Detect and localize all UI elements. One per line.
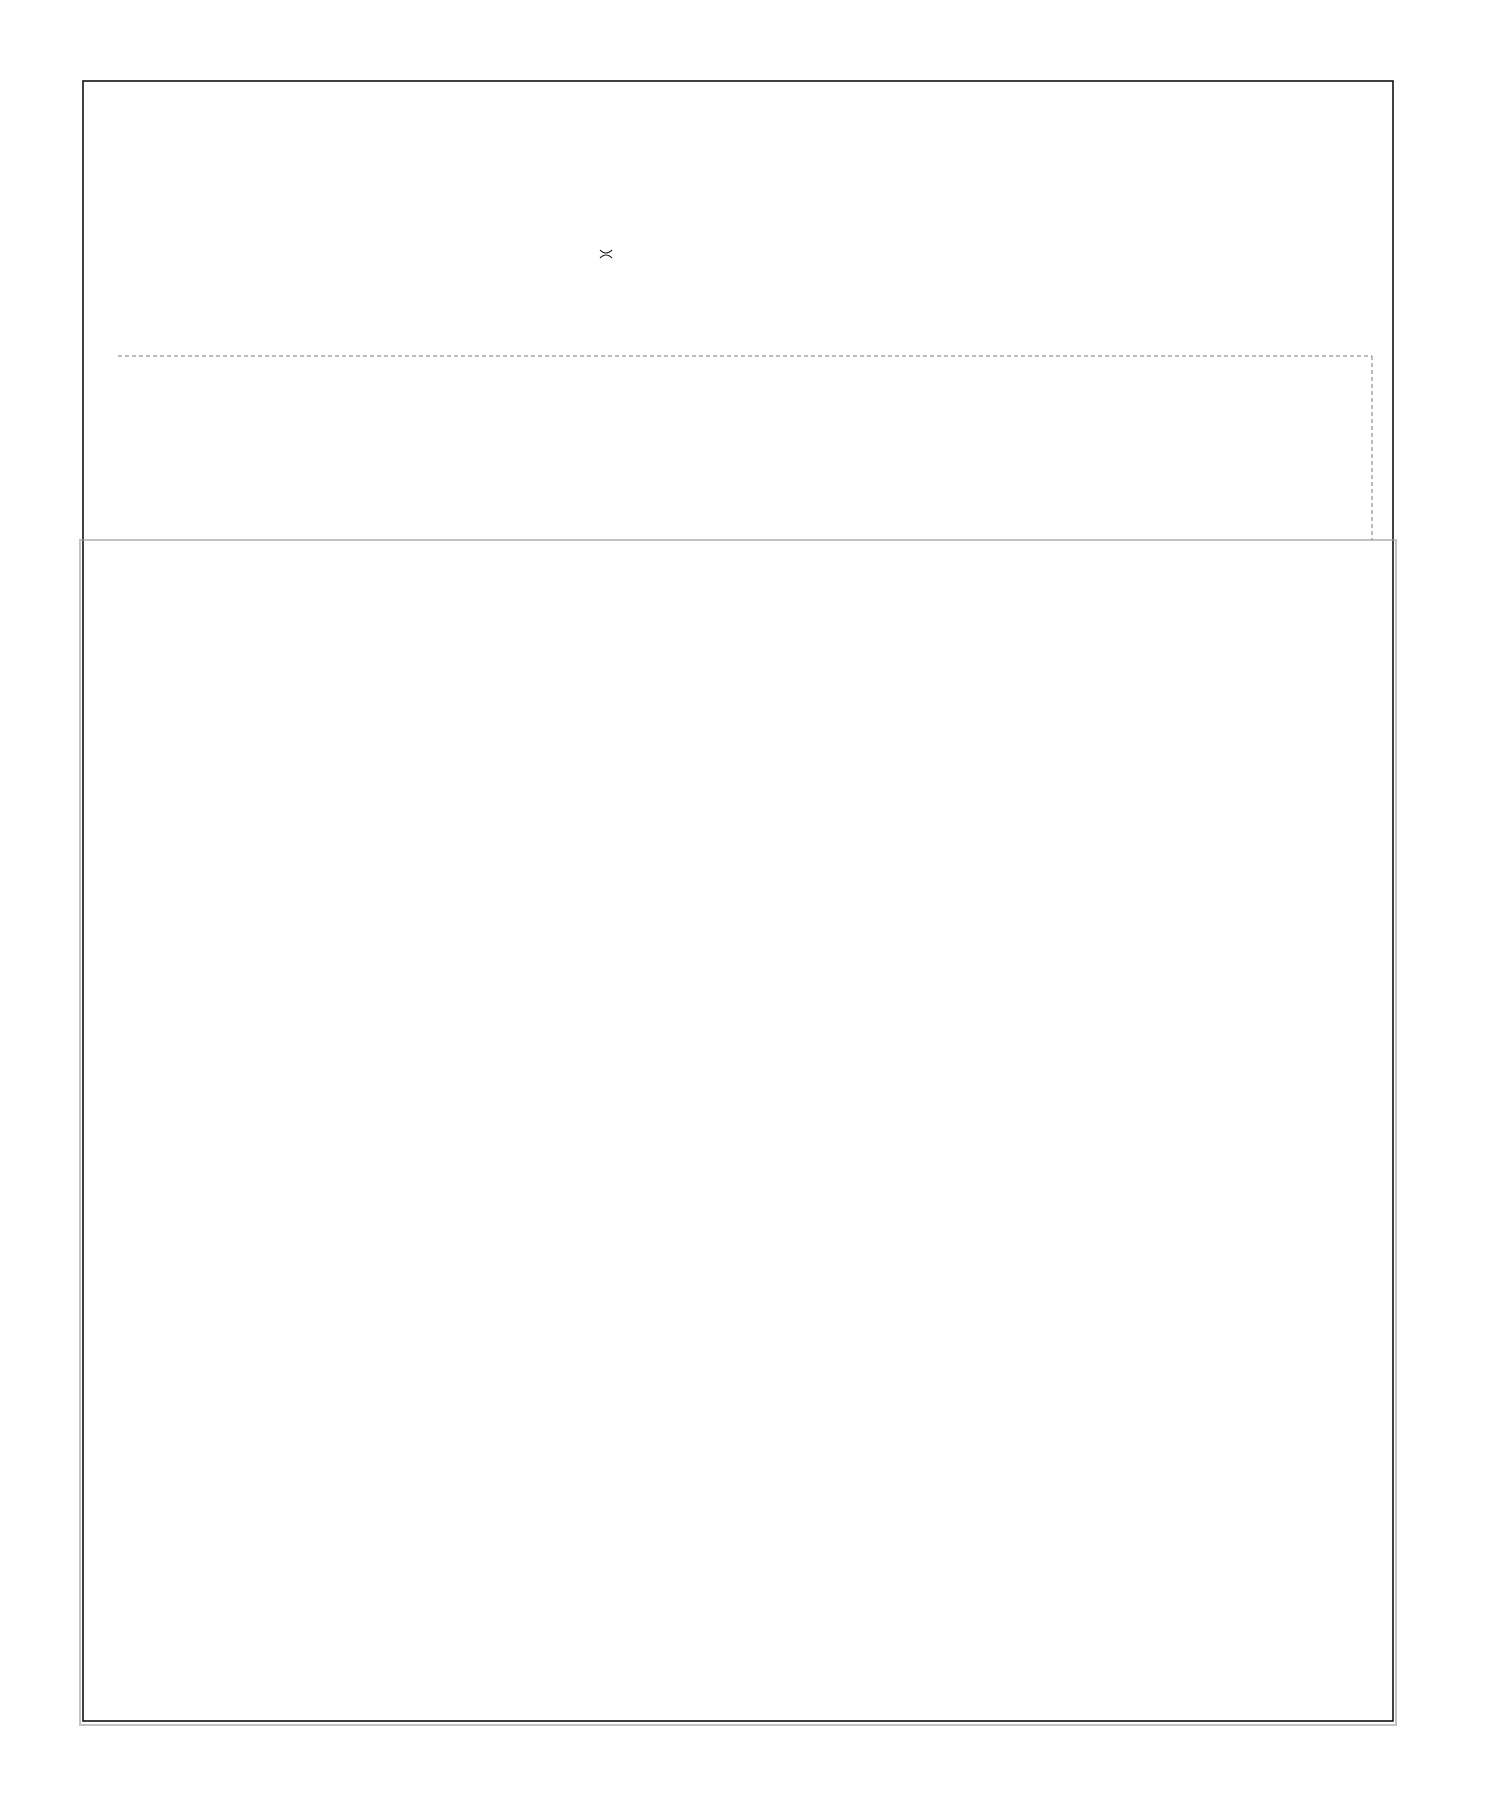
lower-frame-overlay — [80, 540, 1396, 1725]
diagram-frame — [83, 81, 1393, 1721]
x1396-connector — [600, 250, 612, 258]
